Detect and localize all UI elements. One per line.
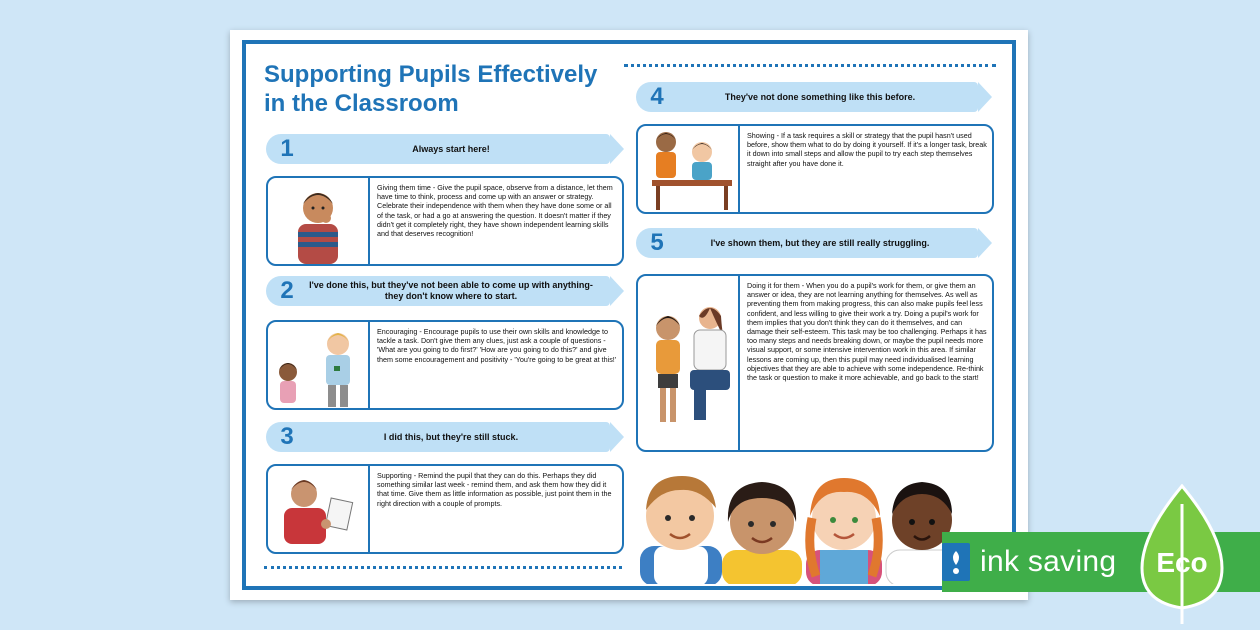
children-illustration [630, 458, 960, 584]
poster-title-line-2: in the Classroom [264, 90, 459, 117]
step-4-body: Showing - If a task requires a skill or strategy that the pupil hasn't used before, show them what to do by doing it yourself. If it's a longer task, break it down into small steps and allow the pupil to try each step themselves straight after you have done it. [747, 131, 987, 168]
step-1-illustration [268, 178, 370, 264]
step-5-banner [636, 228, 978, 258]
step-2-banner [266, 276, 610, 306]
step-2-illustration [268, 322, 370, 408]
step-3-heading: I did this, but they're still stuck. [383, 431, 519, 442]
step-4-banner [636, 82, 978, 112]
step-2-number: 2 [280, 277, 294, 304]
step-4-illustration [638, 126, 740, 212]
dotted-divider-bottom [264, 566, 622, 569]
eco-label: Eco [1156, 547, 1208, 578]
resource-poster [230, 30, 1028, 600]
poster-title-line-1: Supporting Pupils Effectively [264, 61, 598, 88]
step-2-heading: I've done this, but they've not been able to come up with anything- they don't know where to start. [309, 280, 593, 301]
step-3-illustration [268, 466, 370, 552]
twinkl-logo-icon [942, 543, 970, 581]
step-2-card [266, 320, 624, 410]
step-1-number: 1 [280, 135, 294, 162]
step-5-body: Doing it for them - When you do a pupil's work for them, or give them an answer or idea, they are not learning anything for themselves. As well as preventing them from making progress, this can also make pupils feel less confident, and less willing to give their work a try. Doing a pupil's work for them implies that you don't think they can do it themselves, and can damage their self-esteem. This task may be too challenging. Perhaps it has too many steps and needs breaking down, or maybe the pupil needs more visual support, or some intensive intervention work in this area. If similar lessons are coming up, then this pupil may need individualised learning objectives that they are able to achieve with some independence. Re-think the task or question to make it more achievable, and go back to the start! [747, 281, 987, 383]
dotted-divider-top [624, 64, 996, 67]
poster-title [264, 60, 624, 118]
step-2-body: Encouraging - Encourage pupils to use their own skills and knowledge to tackle a task. Don't give them any clues, just ask a couple of questions - 'What are you going to do first?' 'How are you going to do this?' and give them some encouragement and positivity - 'You're going to be great at this!' [377, 327, 617, 364]
step-1-heading: Always start here! [412, 143, 490, 154]
step-1-body: Giving them time - Give the pupil space, observe from a distance, let them have time to think, process and come up with an answer or strategy. Celebrate their independence with them when they have done some or all of the task, or had a go at answering the question. It doesn't matter if they didn't get it completely right, they have shown independent learning skills and that deserves recognition! [377, 183, 613, 239]
step-3-body: Supporting - Remind the pupil that they can do this. Perhaps they did something similar last week - remind them, and ask them how they did it that time. Give them as little information as possible, just point them in the right direction with a couple of prompts. [377, 471, 612, 508]
ink-saving-label: ink saving [980, 545, 1117, 578]
eco-leaf-icon [1136, 484, 1228, 624]
step-3-banner [266, 422, 610, 452]
step-1-banner [266, 134, 610, 164]
step-5-illustration [638, 276, 740, 450]
step-3-card [266, 464, 624, 554]
step-3-number: 3 [280, 423, 294, 450]
step-4-number: 4 [650, 83, 664, 110]
step-5-card [636, 274, 994, 452]
step-1-card [266, 176, 624, 266]
step-5-number: 5 [650, 229, 664, 256]
step-5-heading: I've shown them, but they are still really struggling. [710, 237, 930, 248]
step-4-heading: They've not done something like this before. [724, 91, 916, 102]
step-4-card [636, 124, 994, 214]
